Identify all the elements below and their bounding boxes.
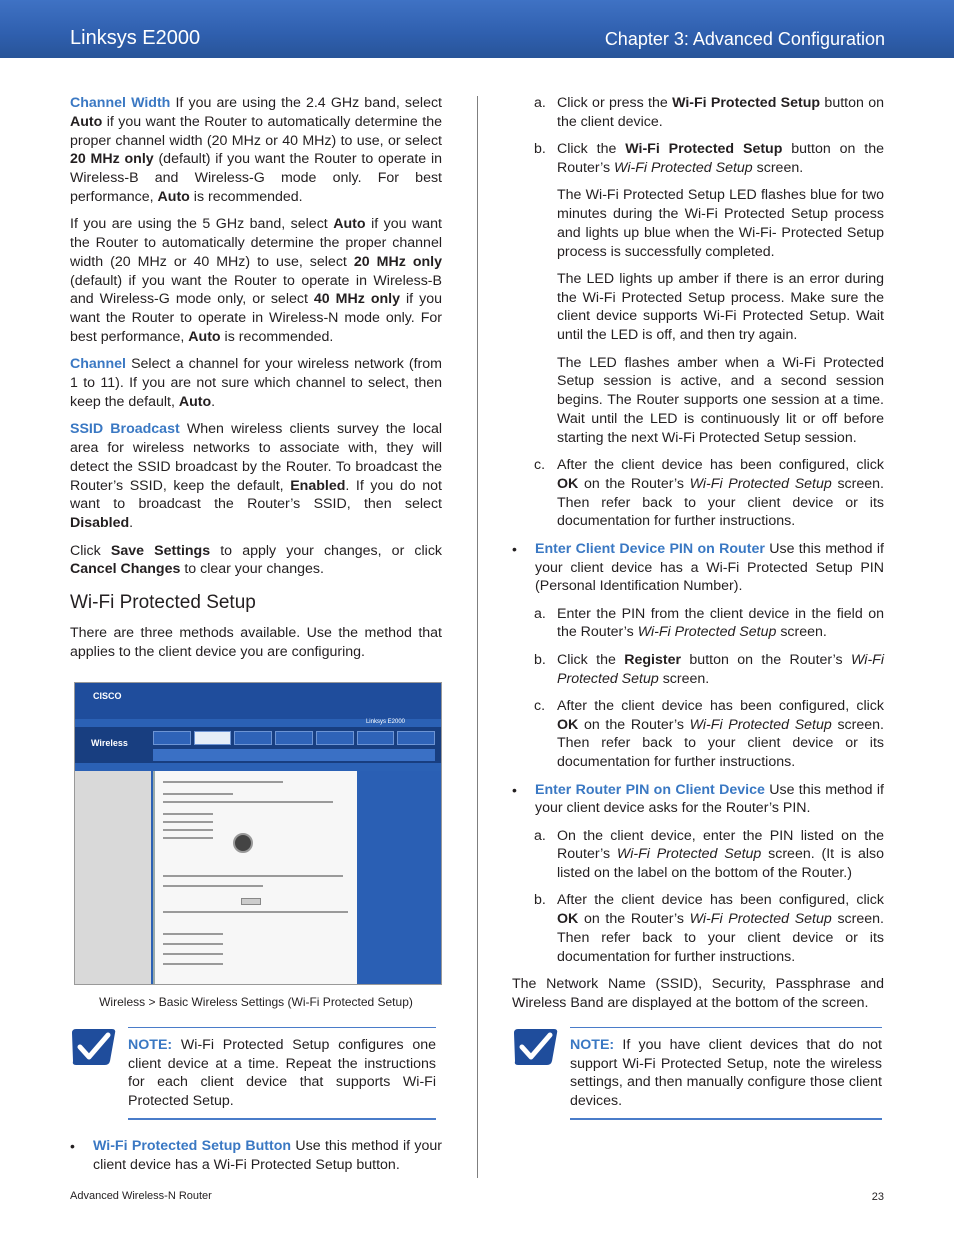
ssid-broadcast-paragraph: SSID Broadcast When wireless clients survey the local area for wireless networks to associate with, they will detect the SSID broadcast by the Router. To broadcast the Router’s SSID, keep the default, Enabled. If you do not want to broadcast the Router’s SSID, then select Disabled. <box>70 421 442 532</box>
wps-button-icon <box>233 833 253 853</box>
term-channel-width: Channel Width <box>70 95 171 111</box>
screenshot-model: Linksys E2000 <box>365 718 405 725</box>
channel-width-paragraph: Channel Width If you are using the 2.4 GHz band, select Auto if you want the Router to automatically determine the proper channel width (20 MHz or 40 MHz) to use, or select 20 MHz only (default) if you want the Router to operate in Wireless-B and Wireless-G mode only. For best performance, Auto is recommended. <box>70 95 442 205</box>
screenshot-text-line <box>163 837 213 839</box>
screenshot-help-panel <box>359 771 441 984</box>
screenshot-tab <box>316 731 354 745</box>
term-wps-button: Wi-Fi Protected Setup Button <box>93 1137 292 1154</box>
bullet-icon: • <box>512 781 517 798</box>
bullet-client-pin: • Enter Client Device PIN on Router Use this method if your client device has a Wi-Fi Protected Setup PIN (Personal Identification Number). <box>512 540 884 595</box>
screenshot-tab <box>153 731 191 745</box>
step-1a: a. Click or press the Wi-Fi Protected Setup button on the client device. <box>534 95 884 130</box>
intro-paragraph: There are three methods available. Use the method that applies to the client device you are configuring. <box>70 625 442 660</box>
screenshot-topbar <box>75 683 441 719</box>
section-title: Wi-Fi Protected Setup <box>70 592 256 614</box>
term-ssid-broadcast: SSID Broadcast <box>70 421 180 438</box>
screenshot-text-line <box>163 885 263 887</box>
product-name: Linksys E2000 <box>70 27 201 49</box>
page-header <box>0 0 954 58</box>
bullet-wps-button: • Wi-Fi Protected Setup Button Use this method if your client device has a Wi-Fi Protected Setup button. <box>70 1137 442 1173</box>
screenshot-tab <box>234 731 272 745</box>
term-client-pin: Enter Client Device PIN on Router <box>535 540 765 557</box>
screenshot-text-line <box>163 793 233 795</box>
step-1c: c. After the client device has been configured, click OK on the Router’s Wi-Fi Protected Setup screen. Then refer back to your client device or its documentation for further instructions. <box>534 457 884 530</box>
term-channel: Channel <box>70 356 126 373</box>
step-2b: b. Click the Register button on the Router’s Wi-Fi Protected Setup screen. <box>534 651 884 687</box>
screenshot-text-line <box>163 821 213 823</box>
step-3b: b. After the client device has been configured, click OK on the Router’s Wi-Fi Protected Setup screen. Then refer back to your client device or its documentation for further instructions. <box>534 892 884 965</box>
step-2c: c. After the client device has been configured, click OK on the Router’s Wi-Fi Protected Setup screen. Then refer back to your client device or its documentation for further instructions. <box>534 697 884 771</box>
screenshot-section-label: Wireless <box>91 737 128 748</box>
screenshot-tab <box>397 731 435 745</box>
screenshot-text-line <box>163 963 223 965</box>
screenshot-text-line <box>163 943 223 945</box>
checkmark-note-icon <box>512 1027 560 1067</box>
led-blue-paragraph: The Wi-Fi Protected Setup LED flashes blue for two minutes during the Wi-Fi Protected Setup process and lights up blue when the Wi-Fi- Protected Setup process is successfully completed. <box>557 187 884 260</box>
screenshot-text-line <box>163 813 213 815</box>
step-1b: b. Click the Wi-Fi Protected Setup button on the Router’s Wi-Fi Protected Setup screen. The Wi-Fi Protected Setup LED flashes blue for two minutes during the Wi-Fi Protected Setup process and lights up blue when the Wi-Fi- Protected Setup process is successfully completed. The LED lights up amber if there is an error during the Wi-Fi Protected Setup process. Make sure the client device supports Wi-Fi Protected Setup. Wait until the LED is off, and then try again. The LED flashes amber when a Wi-Fi Protected Setup session is active, and a second session begins. The Router supports one session at a time. Wait until the LED is continuously lit or off before starting the next Wi-Fi Protected Setup session. <box>534 141 884 446</box>
page-number: 23 <box>871 1191 884 1203</box>
screenshot-sidebar <box>75 771 151 984</box>
screenshot-tab-active <box>194 731 232 745</box>
screenshot-tab <box>357 731 395 745</box>
note-right <box>512 1027 884 1119</box>
screenshot-text-line <box>163 875 343 877</box>
bullet-icon: • <box>70 1137 75 1154</box>
channel-paragraph: Channel Select a channel for your wireless network (from 1 to 11). If you are not sure which channel to select, then keep the default, Auto. <box>70 356 442 410</box>
screenshot-text-line <box>163 933 223 935</box>
register-button-icon <box>241 898 261 905</box>
bullet-icon: • <box>512 540 517 557</box>
note-box <box>128 1027 436 1120</box>
chapter-title: Chapter 3: Advanced Configuration <box>604 29 885 49</box>
screenshot-text-line <box>163 953 223 955</box>
note-left <box>70 1027 442 1119</box>
step-3a: a. On the client device, enter the PIN listed on the Router’s Wi-Fi Protected Setup screen. (It is also listed on the label on the bottom of the Router.) <box>534 827 884 882</box>
note-box <box>570 1027 882 1120</box>
note-text: NOTE: If you have client devices that do not support Wi-Fi Protected Setup, note the wireless settings, and then manually configure those client devices. <box>570 1036 882 1110</box>
term-router-pin: Enter Router PIN on Client Device <box>535 781 765 798</box>
screenshot-tabs <box>153 731 435 747</box>
left-column <box>70 94 442 1183</box>
note-text: NOTE: Wi-Fi Protected Setup configures one client device at a time. Repeat the instructions for each client device that supports Wi-Fi Protected Setup. <box>128 1036 436 1110</box>
led-amber-paragraph: The LED lights up amber if there is an error during the Wi-Fi Protected Setup process. Make sure the client device supports Wi-Fi Protected Setup. Wait until the LED is off, and then try again. <box>557 270 884 344</box>
screenshot-text-line <box>163 829 213 831</box>
bullet-router-pin: • Enter Router PIN on Client Device Use this method if your client device asks for the Router’s PIN. <box>512 781 884 817</box>
screenshot-tab <box>275 731 313 745</box>
cisco-logo: CISCO <box>93 690 122 701</box>
step-2a: a. Enter the PIN from the client device in the field on the Router’s Wi-Fi Protected Setup screen. <box>534 605 884 641</box>
router-screenshot <box>74 682 442 985</box>
screenshot-subtabs <box>153 749 435 761</box>
closing-paragraph: The Network Name (SSID), Security, Passphrase and Wireless Band are displayed at the bottom of the screen. <box>512 976 884 1011</box>
footer-product: Advanced Wireless-N Router <box>70 1190 212 1202</box>
five-ghz-paragraph: If you are using the 5 GHz band, select Auto if you want the Router to automatically determine the proper channel width (20 MHz or 40 MHz) to use, select 20 MHz only (default) if you want the Router to operate in Wireless-B and Wireless-G mode only, or select 40 MHz only if you want the Router to operate in Wireless-N mode only. For best performance, Auto is recommended. <box>70 216 443 346</box>
screenshot-text-line <box>163 911 348 913</box>
screenshot-text-line <box>163 781 283 783</box>
checkmark-note-icon <box>70 1027 118 1067</box>
right-column <box>512 94 884 1137</box>
screenshot-caption: Wireless > Basic Wireless Settings (Wi-Fi Protected Setup) <box>99 994 413 1009</box>
led-flash-paragraph: The LED flashes amber when a Wi-Fi Protected Setup session is active, and a second session begins. The Router supports one session at a time. Wait until the LED is continuously lit or off before starting the next Wi-Fi Protected Setup session. <box>557 354 884 446</box>
column-divider <box>477 96 478 1178</box>
save-settings-paragraph: Click Save Settings to apply your changes, or click Cancel Changes to clear your changes. <box>70 542 443 578</box>
screenshot-text-line <box>163 801 333 803</box>
